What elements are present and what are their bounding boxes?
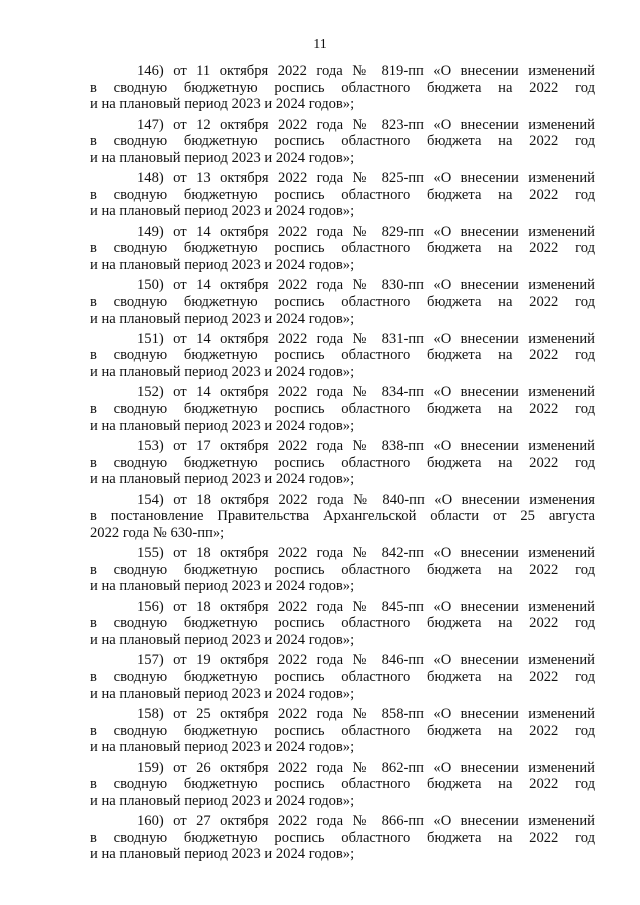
list-item-line: и на плановый период 2023 и 2024 годов»; <box>90 471 355 488</box>
list-item <box>90 760 595 810</box>
list-item-line: в сводную бюджетную роспись областного бюджета на 2022 год <box>90 133 595 150</box>
page-number: 11 <box>313 37 327 52</box>
list-item-line: и на плановый период 2023 и 2024 годов»; <box>90 96 355 113</box>
list-item-line: в сводную бюджетную роспись областного бюджета на 2022 год <box>90 186 595 203</box>
list-item-line: в постановление Правительства Архангельской области от 25 августа <box>90 508 595 525</box>
list-item-line: в сводную бюджетную роспись областного бюджета на 2022 год <box>90 293 595 310</box>
list-item-line: и на плановый период 2023 и 2024 годов»; <box>90 256 355 273</box>
list-item-line: 155) от 18 октября 2022 года № 842-пп «О внесении изменений <box>137 545 595 562</box>
list-item-line: в сводную бюджетную роспись областного бюджета на 2022 год <box>90 347 595 364</box>
list-item-line: в сводную бюджетную роспись областного бюджета на 2022 год <box>90 668 595 685</box>
list-item-line: и на плановый период 2023 и 2024 годов»; <box>90 739 355 756</box>
list-item-line: в сводную бюджетную роспись областного бюджета на 2022 год <box>90 79 595 96</box>
list-item-line: и на плановый период 2023 и 2024 годов»; <box>90 310 355 327</box>
list-item <box>90 706 595 756</box>
list-item-line: в сводную бюджетную роспись областного бюджета на 2022 год <box>90 401 595 418</box>
list-item <box>90 652 595 702</box>
list-item <box>90 492 595 542</box>
list-item <box>90 224 595 274</box>
list-item <box>90 277 595 327</box>
list-item-line: в сводную бюджетную роспись областного бюджета на 2022 год <box>90 240 595 257</box>
list-item-line: 150) от 14 октября 2022 года № 830-пп «О внесении изменений <box>137 277 595 294</box>
list-item <box>90 117 595 167</box>
list-item-line: 149) от 14 октября 2022 года № 829-пп «О внесении изменений <box>137 223 595 240</box>
list-item-line: 146) от 11 октября 2022 года № 819-пп «О внесении изменений <box>137 63 595 79</box>
list-item-line: в сводную бюджетную роспись областного бюджета на 2022 год <box>90 829 595 846</box>
list-item-line: 2022 года № 630-пп»; <box>90 524 225 541</box>
list-item-line: и на плановый период 2023 и 2024 годов»; <box>90 203 355 220</box>
list-item-line: и на плановый период 2023 и 2024 годов»; <box>90 846 355 863</box>
list-item-line: и на плановый период 2023 и 2024 годов»; <box>90 149 355 166</box>
list-item-line: в сводную бюджетную роспись областного бюджета на 2022 год <box>90 561 595 578</box>
list-item-line: и на плановый период 2023 и 2024 годов»; <box>90 417 355 434</box>
list-item-line: 147) от 12 октября 2022 года № 823-пп «О внесении изменений <box>137 116 595 133</box>
list-item-line: и на плановый период 2023 и 2024 годов»; <box>90 631 355 648</box>
list-item-line: и на плановый период 2023 и 2024 годов»; <box>90 685 355 702</box>
list-item-line: в сводную бюджетную роспись областного бюджета на 2022 год <box>90 776 595 793</box>
list-item-line: в сводную бюджетную роспись областного бюджета на 2022 год <box>90 615 595 632</box>
list-item-line: и на плановый период 2023 и 2024 годов»; <box>90 792 355 809</box>
list-item-line: 154) от 18 октября 2022 года № 840-пп «О внесении изменения <box>137 491 595 508</box>
list-item <box>90 599 595 649</box>
list-item <box>90 384 595 434</box>
list-item-line: 151) от 14 октября 2022 года № 831-пп «О внесении изменений <box>137 330 595 347</box>
list-item-line: 159) от 26 октября 2022 года № 862-пп «О внесении изменений <box>137 759 595 776</box>
list-item-line: 156) от 18 октября 2022 года № 845-пп «О внесении изменений <box>137 598 595 615</box>
list-item <box>90 331 595 381</box>
list-item <box>90 63 595 113</box>
list-item-line: 152) от 14 октября 2022 года № 834-пп «О внесении изменений <box>137 384 595 401</box>
list-item-line: и на плановый период 2023 и 2024 годов»; <box>90 578 355 595</box>
resolution-list <box>90 63 595 867</box>
list-item <box>90 813 595 863</box>
list-item-line: и на плановый период 2023 и 2024 годов»; <box>90 364 355 381</box>
list-item-line: 157) от 19 октября 2022 года № 846-пп «О внесении изменений <box>137 652 595 669</box>
list-item <box>90 545 595 595</box>
list-item-line: в сводную бюджетную роспись областного бюджета на 2022 год <box>90 722 595 739</box>
list-item-line: 148) от 13 октября 2022 года № 825-пп «О внесении изменений <box>137 170 595 187</box>
list-item-line: 153) от 17 октября 2022 года № 838-пп «О внесении изменений <box>137 438 595 455</box>
list-item <box>90 438 595 488</box>
list-item <box>90 170 595 220</box>
list-item-line: 160) от 27 октября 2022 года № 866-пп «О внесении изменений <box>137 813 595 830</box>
list-item-line: в сводную бюджетную роспись областного бюджета на 2022 год <box>90 454 595 471</box>
list-item-line: 158) от 25 октября 2022 года № 858-пп «О внесении изменений <box>137 705 595 722</box>
